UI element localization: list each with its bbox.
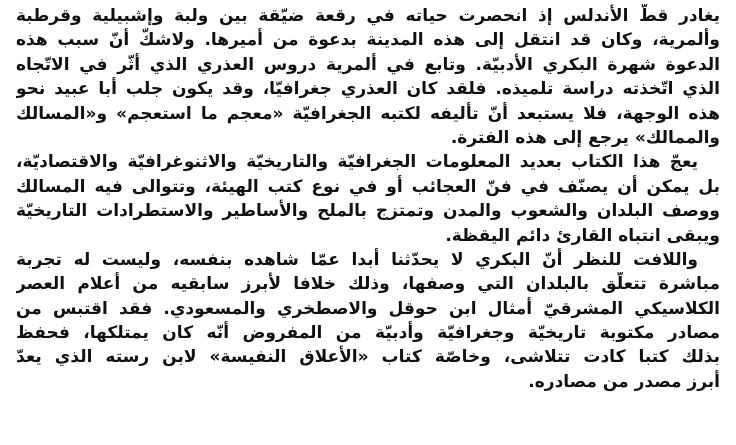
- text-line: يغادر قطّ الأندلس إذ انحصرت حياته في رقعة ضيّقة بين ولبة وإشبيلية وقرطبة: [16, 6, 720, 26]
- text-line: وألمرية، وكان قد انتقل إلى هذه المدينة بدعوة من أميرها. ولاشكّ أنّ سبب هذه: [16, 30, 720, 51]
- document-page: [16, 4, 720, 394]
- text-line: والممالك» يرجع إلى هذه الفترة.: [450, 127, 720, 148]
- text-line: بل يمكن أن يصنّف في فنّ العجائب أو في نوع كتب الهيئة، وتتوالى فيه المسالك: [16, 176, 720, 197]
- text-line: ووصف البلدان والشعوب والمدن وتمتزج بالملح والأساطير والاستطرادات التاريخيّة: [16, 201, 720, 222]
- text-line: مباشرة تتعلّق بالبلدان التي وصفها، وذلك خلافا لأبرز سابقيه من أعلام العصر: [16, 274, 720, 295]
- text-line: مصادر مكتوبة تاريخيّة وجغرافيّة وأدبيّة من المفروض أنّه كان يمتلكها، فحفظ: [16, 323, 720, 344]
- text-line: أبرز مصدر من مصادره.: [528, 371, 720, 392]
- paragraph-2: [16, 150, 720, 248]
- paragraph-1: [16, 4, 720, 150]
- text-line: يعجّ هذا الكتاب بعديد المعلومات الجغرافيّة والتاريخيّة والاثنوغرافيّة والاقتصاديّة،: [16, 152, 698, 173]
- text-line: بذلك كتبا كادت تتلاشى، وخاصّة كتاب «الأعلاق النفيسة» لابن رسته الذي يعدّ: [16, 347, 720, 368]
- text-line: الكلاسيكي المشرقيّ أمثال ابن حوقل والاصطخري والمسعودي. فقد اقتبس من: [16, 298, 720, 319]
- text-line: هذه الوجهة، فلا يستبعد أنّ تأليفه لكتبه الجغرافيّة «معجم ما استعجم» و«المسالك: [16, 103, 720, 124]
- paragraph-3: [16, 248, 720, 394]
- text-line: الدعوة شهرة البكري الأدبيّة. وتابع في ألمرية دروس العذري الذي أثّر في الاتّجاه: [16, 54, 720, 75]
- text-line: الذي اتّخذته دراسة تلميذه. فلقد كان العذري جغرافيّا، وقد يكون جلب أبا عبيد نحو: [16, 79, 720, 100]
- text-line: ويبقى انتباه القارئ دائم اليقظة.: [445, 225, 720, 246]
- text-line: واللافت للنظر أنّ البكري لا يحدّثنا أبدا عمّا شاهده بنفسه، وليست له تجربة: [16, 249, 698, 270]
